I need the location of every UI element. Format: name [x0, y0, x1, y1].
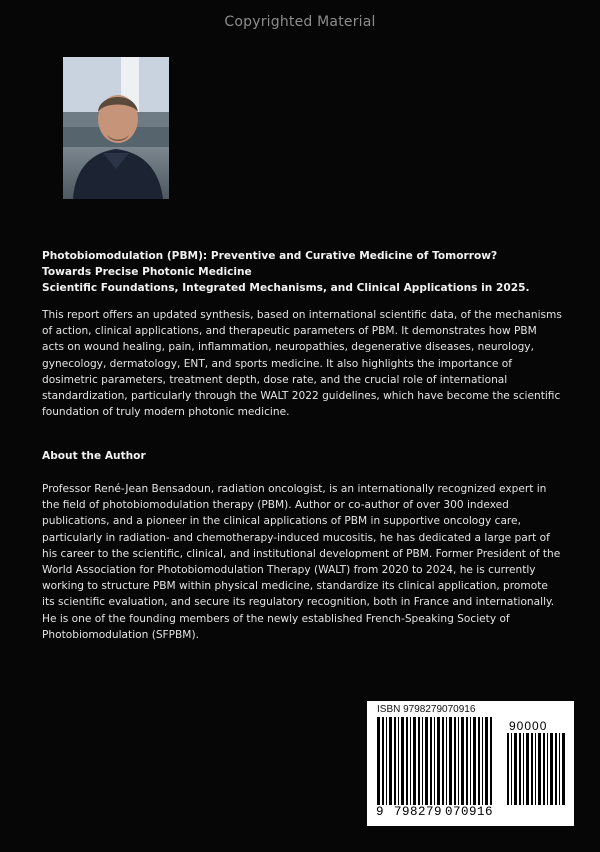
- about-author-paragraph: Professor René-Jean Bensadoun, radiation oncologist, is an internationally recognized expert in the field of photobiomodulation therapy (PBM). Author or co-author of over 300 indexed publications, and a pioneer in the clinical applications of PBM in supportive oncology care, particularly in radiation- and chemotherapy-induced mucositis, he has dedicated a large part of his career to the scientific, clinical, and institutional development of PBM. Former President of the World Association for Photobiomodulation Therapy (WALT) from 2020 to 2024, he is currently working to structure PBM within physical medicine, standardize its clinical application, promote its scientific evaluation, and secure its regulatory recognition, both in France and internationally. He is one of the founding members of the newly established French-Speaking Society of Photobiomodulation (SFPBM).: [42, 483, 561, 641]
- ean-digits-right: 070916: [445, 805, 494, 819]
- barcode-bar: [406, 717, 408, 805]
- barcode-bar: [485, 717, 488, 805]
- barcode-bar: [550, 733, 553, 805]
- barcode-bar: [507, 733, 509, 805]
- barcode-bar: [526, 733, 529, 805]
- barcode-bar: [547, 733, 548, 805]
- barcode-bar: [511, 733, 512, 805]
- barcode-bar: [389, 717, 392, 805]
- barcode-bar: [418, 717, 420, 805]
- barcode-bar: [478, 717, 480, 805]
- barcode-bar: [490, 717, 492, 805]
- barcode-bar: [437, 717, 440, 813]
- barcode-bar: [535, 733, 536, 805]
- barcode-bar: [449, 717, 452, 805]
- barcode-bar: [386, 717, 387, 805]
- barcode-bar: [559, 733, 560, 805]
- barcode-bar: [394, 717, 396, 805]
- ean-digit-first: 9: [376, 805, 384, 819]
- barcode-bar: [562, 733, 565, 805]
- ean-bars: [377, 717, 495, 813]
- title-line-2: Towards Precise Photonic Medicine: [42, 266, 252, 278]
- title-line-3: Scientific Foundations, Integrated Mechanisms, and Clinical Applications in 2025.: [42, 282, 530, 294]
- barcode-bar: [434, 717, 435, 813]
- ean-digits: [377, 805, 501, 823]
- barcode-bar: [514, 733, 517, 805]
- barcode-bar: [555, 733, 557, 805]
- barcode-bar: [519, 733, 521, 805]
- addon-bars: [507, 733, 565, 813]
- author-photo: [63, 57, 169, 199]
- barcode-bar: [531, 733, 533, 805]
- barcode-bar: [413, 717, 416, 805]
- barcode-bar: [425, 717, 428, 805]
- barcode-bar: [377, 717, 380, 813]
- barcode-bar: [398, 717, 399, 805]
- copyright-watermark: Copyrighted Material: [224, 14, 376, 30]
- summary-paragraph: This report offers an updated synthesis, based on international scientific data, of the mechanisms of action, clinical applications, and therapeutic parameters of PBM. It demonstrates how PBM acts on wound healing, pain, inflammation, neuropathies, degenerative diseases, neurology, gynecology, dermatology, ENT, and sports medicine. It also highlights the importance of dosimetric parameters, treatment depth, dose rate, and the crucial role of international standardization, particularly through the WALT 2022 guidelines, which have become the scientific foundation of truly modern photonic medicine.: [42, 309, 562, 419]
- barcode-bar: [470, 717, 471, 805]
- barcode-bar: [538, 733, 541, 805]
- barcode-bar: [442, 717, 444, 805]
- barcode-bar: [461, 717, 464, 805]
- isbn-barcode: [367, 701, 574, 826]
- isbn-label: ISBN 9798279070916: [377, 704, 476, 715]
- barcode-bar: [410, 717, 411, 805]
- barcode-bar: [482, 717, 483, 805]
- barcode-bar: [401, 717, 404, 805]
- barcode-bar: [523, 733, 524, 805]
- barcode-bar: [382, 717, 384, 813]
- title-line-1: Photobiomodulation (PBM): Preventive and Curative Medicine of Tomorrow?: [42, 250, 498, 262]
- barcode-bar: [446, 717, 447, 805]
- author-photo-image: [63, 57, 169, 199]
- price-code: 90000: [509, 719, 548, 733]
- barcode-bar: [458, 717, 459, 805]
- ean-digits-left: 798279: [394, 805, 443, 819]
- barcode-bar: [454, 717, 456, 805]
- barcode-bar: [430, 717, 432, 805]
- barcode-bar: [543, 733, 545, 805]
- barcode-bar: [422, 717, 423, 805]
- barcode-bar: [466, 717, 468, 805]
- about-author-heading: About the Author: [42, 450, 146, 462]
- barcode-bar: [473, 717, 476, 805]
- book-titles: [42, 248, 562, 296]
